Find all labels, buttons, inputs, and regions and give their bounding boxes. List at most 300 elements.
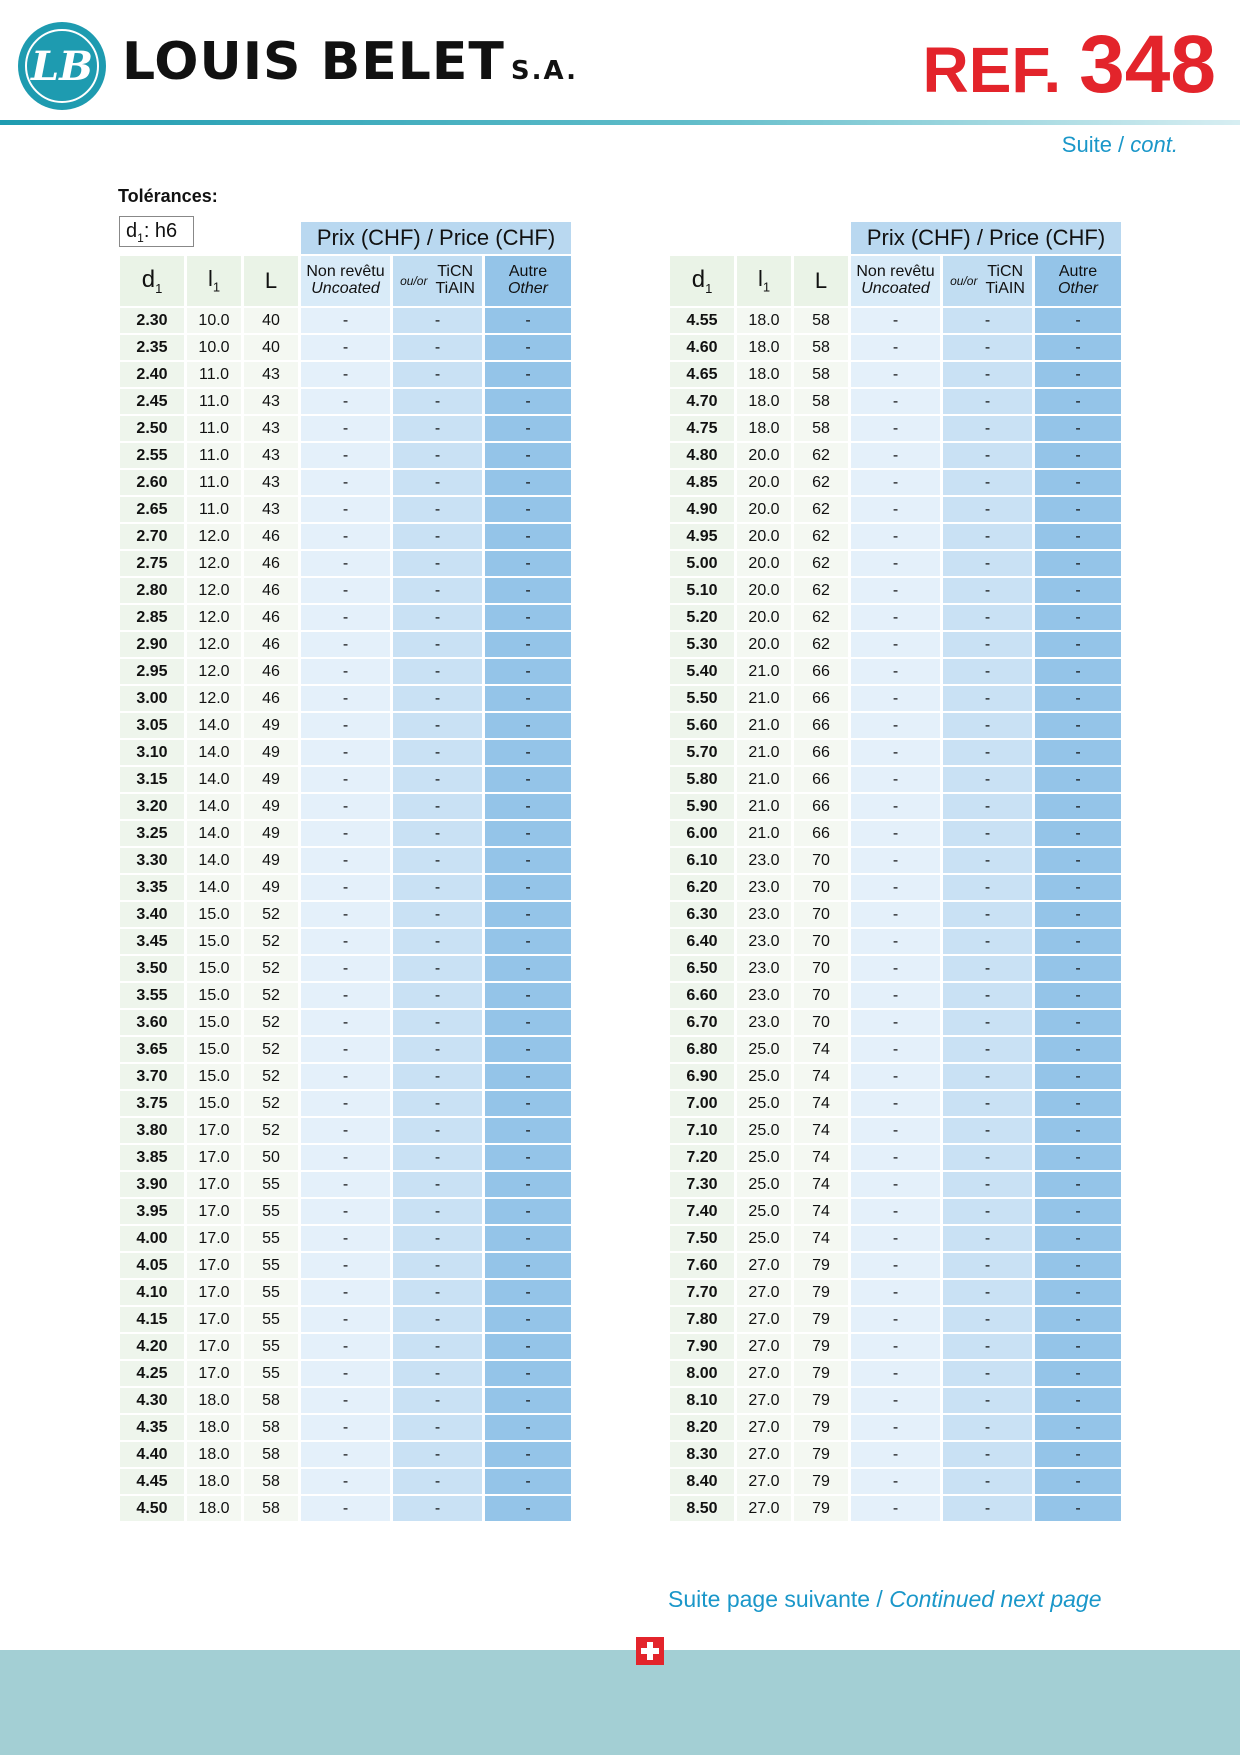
table-row <box>670 1118 1121 1143</box>
cell-d1: 3.00 <box>120 686 184 711</box>
table-row <box>120 1307 571 1332</box>
cell-uncoated: - <box>851 1280 940 1305</box>
cell-coated: - <box>393 443 482 468</box>
cell-uncoated: - <box>851 551 940 576</box>
cell-uncoated: - <box>301 902 390 927</box>
cell-uncoated: - <box>301 875 390 900</box>
cell-uncoated: - <box>851 1442 940 1467</box>
cell-L: 79 <box>794 1388 848 1413</box>
cell-coated: - <box>943 1361 1032 1386</box>
cell-other: - <box>1035 1469 1121 1494</box>
cell-l1: 11.0 <box>187 416 241 441</box>
cell-coated: - <box>943 416 1032 441</box>
price-table-right <box>667 220 1124 1523</box>
cell-d1: 3.05 <box>120 713 184 738</box>
cell-l1: 21.0 <box>737 686 791 711</box>
table-row <box>670 524 1121 549</box>
cell-d1: 2.95 <box>120 659 184 684</box>
cell-L: 58 <box>244 1388 298 1413</box>
cell-coated: - <box>943 1415 1032 1440</box>
cell-d1: 4.20 <box>120 1334 184 1359</box>
cell-L: 52 <box>244 956 298 981</box>
cell-d1: 5.70 <box>670 740 734 765</box>
cell-coated: - <box>393 848 482 873</box>
cell-uncoated: - <box>301 308 390 333</box>
cell-d1: 8.30 <box>670 1442 734 1467</box>
cell-d1: 3.30 <box>120 848 184 873</box>
table-row <box>120 1199 571 1224</box>
cell-L: 58 <box>244 1415 298 1440</box>
cell-L: 49 <box>244 767 298 792</box>
cell-L: 49 <box>244 794 298 819</box>
company-logo <box>18 22 106 110</box>
table-row <box>670 362 1121 387</box>
cell-uncoated: - <box>851 983 940 1008</box>
cell-coated: - <box>393 983 482 1008</box>
col-other: Autre Other <box>1035 256 1121 306</box>
cell-d1: 6.80 <box>670 1037 734 1062</box>
table-row <box>120 740 571 765</box>
cell-L: 43 <box>244 443 298 468</box>
cell-d1: 6.30 <box>670 902 734 927</box>
cell-L: 79 <box>794 1496 848 1521</box>
table-row <box>670 1334 1121 1359</box>
cell-l1: 27.0 <box>737 1280 791 1305</box>
cell-other: - <box>485 1253 571 1278</box>
table-row <box>670 1388 1121 1413</box>
cell-other: - <box>1035 1064 1121 1089</box>
cell-coated: - <box>393 875 482 900</box>
price-table-left <box>117 220 574 1523</box>
table-row <box>670 1253 1121 1278</box>
cell-L: 40 <box>244 308 298 333</box>
col-uncoated: Non revêtu Uncoated <box>301 256 390 306</box>
cell-d1: 4.05 <box>120 1253 184 1278</box>
cell-coated: - <box>943 1091 1032 1116</box>
table-row <box>120 1172 571 1197</box>
cell-coated: - <box>943 1253 1032 1278</box>
cell-L: 43 <box>244 389 298 414</box>
cell-L: 49 <box>244 875 298 900</box>
cell-l1: 20.0 <box>737 632 791 657</box>
table-row <box>670 1307 1121 1332</box>
table-row <box>670 443 1121 468</box>
cell-l1: 11.0 <box>187 443 241 468</box>
cell-other: - <box>1035 1145 1121 1170</box>
cell-other: - <box>485 1307 571 1332</box>
cell-coated: - <box>393 1172 482 1197</box>
cell-L: 52 <box>244 983 298 1008</box>
cell-other: - <box>485 524 571 549</box>
table-row <box>670 1226 1121 1251</box>
cell-L: 74 <box>794 1118 848 1143</box>
cell-coated: - <box>943 1226 1032 1251</box>
cell-uncoated: - <box>851 524 940 549</box>
cell-d1: 5.20 <box>670 605 734 630</box>
cell-uncoated: - <box>851 1496 940 1521</box>
cell-uncoated: - <box>851 1199 940 1224</box>
cell-other: - <box>1035 767 1121 792</box>
cell-coated: - <box>393 524 482 549</box>
logo-letters: LB <box>31 43 93 90</box>
table-row <box>120 1037 571 1062</box>
cell-other: - <box>485 902 571 927</box>
cell-uncoated: - <box>851 1064 940 1089</box>
cell-l1: 23.0 <box>737 983 791 1008</box>
cell-L: 46 <box>244 524 298 549</box>
cell-coated: - <box>943 713 1032 738</box>
cell-uncoated: - <box>851 902 940 927</box>
cell-l1: 12.0 <box>187 524 241 549</box>
cell-L: 66 <box>794 767 848 792</box>
footer-band <box>0 1650 1240 1755</box>
cell-L: 46 <box>244 605 298 630</box>
cell-coated: - <box>393 1334 482 1359</box>
cell-other: - <box>485 1226 571 1251</box>
cell-uncoated: - <box>301 416 390 441</box>
cell-L: 58 <box>244 1442 298 1467</box>
cell-d1: 2.45 <box>120 389 184 414</box>
cell-L: 70 <box>794 956 848 981</box>
cell-L: 79 <box>794 1280 848 1305</box>
cell-other: - <box>485 740 571 765</box>
col-L: L <box>244 256 298 306</box>
cell-L: 49 <box>244 740 298 765</box>
cell-L: 74 <box>794 1226 848 1251</box>
cell-coated: - <box>943 470 1032 495</box>
cell-d1: 8.50 <box>670 1496 734 1521</box>
cell-other: - <box>485 389 571 414</box>
cell-l1: 15.0 <box>187 1064 241 1089</box>
cell-coated: - <box>393 1442 482 1467</box>
cell-coated: - <box>943 389 1032 414</box>
cell-uncoated: - <box>301 443 390 468</box>
cell-other: - <box>485 578 571 603</box>
cell-l1: 12.0 <box>187 686 241 711</box>
col-L: L <box>794 256 848 306</box>
cell-L: 62 <box>794 578 848 603</box>
cell-d1: 7.80 <box>670 1307 734 1332</box>
cell-other: - <box>1035 794 1121 819</box>
cell-L: 55 <box>244 1199 298 1224</box>
cell-l1: 25.0 <box>737 1064 791 1089</box>
cell-L: 58 <box>794 335 848 360</box>
cell-d1: 6.60 <box>670 983 734 1008</box>
cell-l1: 25.0 <box>737 1091 791 1116</box>
table-row <box>670 1172 1121 1197</box>
cell-l1: 15.0 <box>187 902 241 927</box>
cell-L: 74 <box>794 1172 848 1197</box>
cell-l1: 25.0 <box>737 1199 791 1224</box>
cell-other: - <box>1035 578 1121 603</box>
cell-uncoated: - <box>851 1307 940 1332</box>
cell-l1: 27.0 <box>737 1496 791 1521</box>
cell-uncoated: - <box>301 389 390 414</box>
cell-other: - <box>485 1334 571 1359</box>
cell-uncoated: - <box>851 605 940 630</box>
cell-uncoated: - <box>301 605 390 630</box>
cell-l1: 20.0 <box>737 605 791 630</box>
cell-L: 52 <box>244 1118 298 1143</box>
cell-other: - <box>1035 443 1121 468</box>
cell-d1: 4.15 <box>120 1307 184 1332</box>
cell-coated: - <box>393 1064 482 1089</box>
cell-coated: - <box>943 740 1032 765</box>
cell-other: - <box>1035 551 1121 576</box>
cell-other: - <box>485 443 571 468</box>
cell-other: - <box>485 767 571 792</box>
price-header: Prix (CHF) / Price (CHF) <box>301 222 571 254</box>
cell-L: 49 <box>244 821 298 846</box>
cell-uncoated: - <box>851 632 940 657</box>
cell-L: 55 <box>244 1307 298 1332</box>
cell-coated: - <box>943 659 1032 684</box>
cell-uncoated: - <box>301 1361 390 1386</box>
cell-d1: 2.60 <box>120 470 184 495</box>
table-row <box>120 1415 571 1440</box>
cell-d1: 4.40 <box>120 1442 184 1467</box>
cell-l1: 17.0 <box>187 1226 241 1251</box>
col-d1: $d_1$ <box>670 256 734 306</box>
tolerances-label: Tolérances: <box>118 186 218 206</box>
cell-uncoated: - <box>851 1334 940 1359</box>
cell-uncoated: - <box>851 794 940 819</box>
cell-d1: 7.00 <box>670 1091 734 1116</box>
cell-d1: 2.80 <box>120 578 184 603</box>
cell-l1: 17.0 <box>187 1361 241 1386</box>
cell-other: - <box>485 1496 571 1521</box>
cell-uncoated: - <box>851 821 940 846</box>
cell-L: 49 <box>244 848 298 873</box>
cell-coated: - <box>393 1145 482 1170</box>
cell-other: - <box>1035 1307 1121 1332</box>
cell-d1: 2.40 <box>120 362 184 387</box>
cell-l1: 23.0 <box>737 929 791 954</box>
table-row <box>670 632 1121 657</box>
cell-coated: - <box>943 524 1032 549</box>
cell-uncoated: - <box>851 1469 940 1494</box>
cell-uncoated: - <box>301 1226 390 1251</box>
cell-l1: 25.0 <box>737 1145 791 1170</box>
cell-l1: 27.0 <box>737 1388 791 1413</box>
cell-l1: 18.0 <box>187 1496 241 1521</box>
cell-l1: 18.0 <box>187 1442 241 1467</box>
table-row <box>120 767 571 792</box>
table-row <box>120 551 571 576</box>
cell-l1: 27.0 <box>737 1442 791 1467</box>
cell-coated: - <box>943 1280 1032 1305</box>
cell-L: 52 <box>244 1091 298 1116</box>
table-row <box>670 1064 1121 1089</box>
cell-uncoated: - <box>301 632 390 657</box>
table-row <box>670 1496 1121 1521</box>
table-row <box>120 1388 571 1413</box>
cell-coated: - <box>393 902 482 927</box>
cell-d1: 8.40 <box>670 1469 734 1494</box>
cell-coated: - <box>393 686 482 711</box>
cell-other: - <box>1035 929 1121 954</box>
cell-l1: 10.0 <box>187 335 241 360</box>
cell-other: - <box>485 335 571 360</box>
cell-d1: 8.20 <box>670 1415 734 1440</box>
cell-l1: 12.0 <box>187 659 241 684</box>
cell-uncoated: - <box>851 1253 940 1278</box>
cell-coated: - <box>393 1496 482 1521</box>
cell-uncoated: - <box>301 1388 390 1413</box>
header-divider <box>0 120 1240 125</box>
table-row <box>120 821 571 846</box>
cell-coated: - <box>393 416 482 441</box>
continued-next-page <box>668 1586 1102 1613</box>
cell-coated: - <box>943 1442 1032 1467</box>
cell-uncoated: - <box>851 1172 940 1197</box>
cell-coated: - <box>393 1037 482 1062</box>
cell-other: - <box>1035 308 1121 333</box>
cell-l1: 17.0 <box>187 1199 241 1224</box>
cell-L: 74 <box>794 1199 848 1224</box>
cell-coated: - <box>943 956 1032 981</box>
cell-coated: - <box>393 497 482 522</box>
cell-L: 79 <box>794 1253 848 1278</box>
cell-L: 70 <box>794 848 848 873</box>
table-row <box>120 1253 571 1278</box>
cell-uncoated: - <box>301 1037 390 1062</box>
table-row <box>670 1091 1121 1116</box>
cell-uncoated: - <box>851 1415 940 1440</box>
table-row <box>670 956 1121 981</box>
cell-L: 79 <box>794 1469 848 1494</box>
cell-L: 55 <box>244 1172 298 1197</box>
cell-other: - <box>1035 362 1121 387</box>
cell-L: 52 <box>244 1010 298 1035</box>
cell-uncoated: - <box>301 524 390 549</box>
table-row <box>670 1037 1121 1062</box>
cell-uncoated: - <box>851 875 940 900</box>
cell-other: - <box>1035 686 1121 711</box>
cell-L: 62 <box>794 497 848 522</box>
cell-L: 55 <box>244 1253 298 1278</box>
table-row <box>120 1361 571 1386</box>
cell-L: 43 <box>244 416 298 441</box>
cell-other: - <box>485 1010 571 1035</box>
cell-l1: 14.0 <box>187 821 241 846</box>
cell-other: - <box>1035 1361 1121 1386</box>
cell-other: - <box>1035 956 1121 981</box>
cell-uncoated: - <box>851 1361 940 1386</box>
cell-L: 74 <box>794 1145 848 1170</box>
cell-l1: 21.0 <box>737 659 791 684</box>
cell-d1: 3.65 <box>120 1037 184 1062</box>
cell-d1: 3.35 <box>120 875 184 900</box>
cell-L: 70 <box>794 983 848 1008</box>
price-header: Prix (CHF) / Price (CHF) <box>851 222 1121 254</box>
cell-uncoated: - <box>851 497 940 522</box>
blank-header <box>120 222 298 254</box>
cell-d1: 7.30 <box>670 1172 734 1197</box>
swiss-flag-icon <box>636 1637 664 1665</box>
cell-uncoated: - <box>851 443 940 468</box>
table-row <box>120 578 571 603</box>
cell-L: 74 <box>794 1091 848 1116</box>
table-row <box>670 1361 1121 1386</box>
continued-label <box>1062 132 1178 158</box>
cell-l1: 15.0 <box>187 983 241 1008</box>
table-row <box>670 578 1121 603</box>
cell-d1: 5.90 <box>670 794 734 819</box>
cell-d1: 7.50 <box>670 1226 734 1251</box>
table-row <box>120 686 571 711</box>
cell-other: - <box>485 1064 571 1089</box>
table-row <box>120 1334 571 1359</box>
cell-l1: 18.0 <box>737 416 791 441</box>
cell-d1: 4.55 <box>670 308 734 333</box>
cell-coated: - <box>393 1199 482 1224</box>
continued-next-en: Continued next page <box>889 1586 1102 1612</box>
cell-uncoated: - <box>301 1496 390 1521</box>
cell-other: - <box>1035 902 1121 927</box>
cell-l1: 17.0 <box>187 1307 241 1332</box>
company-suffix: S.A. <box>510 56 578 86</box>
cell-other: - <box>1035 632 1121 657</box>
cell-L: 66 <box>794 713 848 738</box>
table-row <box>670 659 1121 684</box>
cell-l1: 20.0 <box>737 470 791 495</box>
cell-l1: 25.0 <box>737 1172 791 1197</box>
cell-d1: 2.65 <box>120 497 184 522</box>
cell-other: - <box>1035 1226 1121 1251</box>
table-row <box>120 1442 571 1467</box>
table-row <box>120 1118 571 1143</box>
cell-l1: 18.0 <box>737 362 791 387</box>
table-row <box>120 416 571 441</box>
table-row <box>670 875 1121 900</box>
cell-d1: 7.10 <box>670 1118 734 1143</box>
table-row <box>120 335 571 360</box>
table-row <box>670 794 1121 819</box>
cell-other: - <box>1035 1334 1121 1359</box>
cell-d1: 3.55 <box>120 983 184 1008</box>
cell-coated: - <box>943 1064 1032 1089</box>
cell-l1: 12.0 <box>187 632 241 657</box>
cell-coated: - <box>943 902 1032 927</box>
cell-coated: - <box>393 956 482 981</box>
cell-d1: 5.50 <box>670 686 734 711</box>
cell-coated: - <box>393 794 482 819</box>
cell-other: - <box>485 1442 571 1467</box>
cell-coated: - <box>393 578 482 603</box>
cell-coated: - <box>943 1037 1032 1062</box>
cell-d1: 2.50 <box>120 416 184 441</box>
cell-l1: 27.0 <box>737 1361 791 1386</box>
cell-coated: - <box>943 1145 1032 1170</box>
cell-other: - <box>1035 713 1121 738</box>
cell-coated: - <box>943 1199 1032 1224</box>
cell-other: - <box>485 1388 571 1413</box>
cell-coated: - <box>393 1118 482 1143</box>
cell-L: 70 <box>794 1010 848 1035</box>
cell-l1: 21.0 <box>737 740 791 765</box>
cell-d1: 5.10 <box>670 578 734 603</box>
cell-d1: 4.60 <box>670 335 734 360</box>
cell-l1: 12.0 <box>187 578 241 603</box>
cell-uncoated: - <box>301 1010 390 1035</box>
cell-other: - <box>1035 389 1121 414</box>
cell-uncoated: - <box>301 1280 390 1305</box>
cell-uncoated: - <box>851 1118 940 1143</box>
cell-uncoated: - <box>301 470 390 495</box>
cell-d1: 6.40 <box>670 929 734 954</box>
cell-l1: 12.0 <box>187 551 241 576</box>
